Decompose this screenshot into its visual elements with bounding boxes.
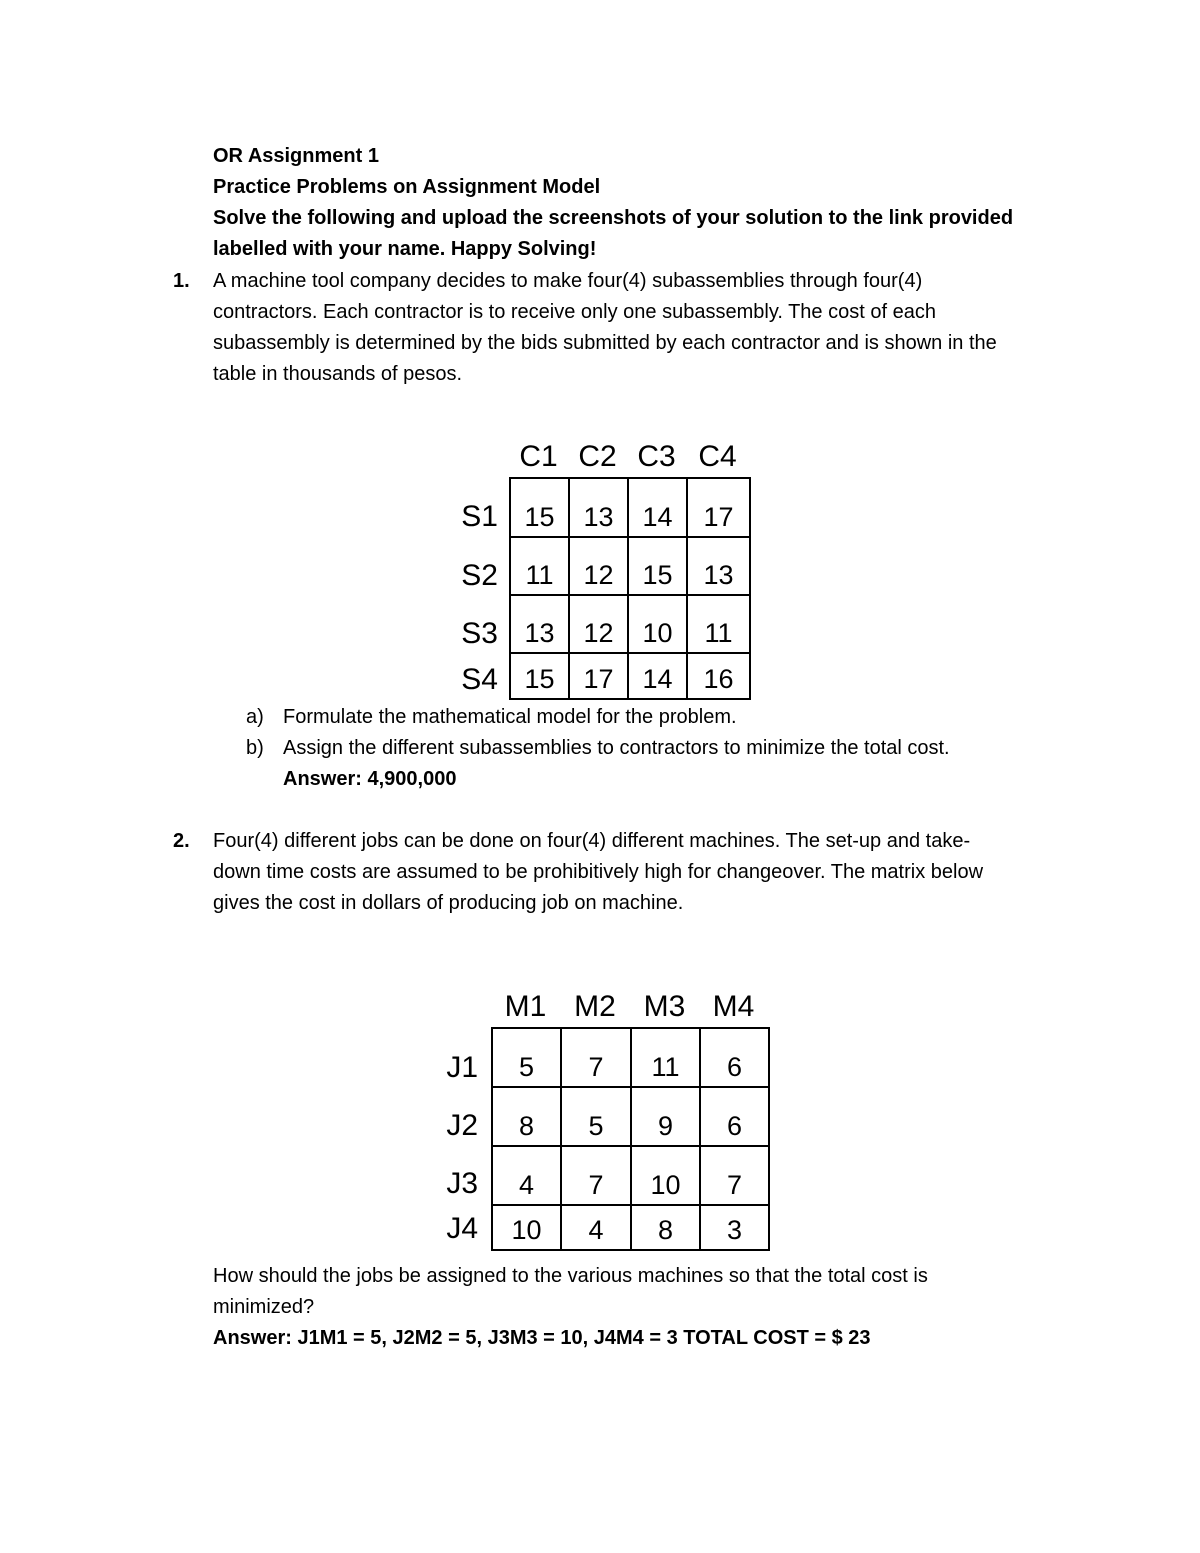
matrix-cell: 10 xyxy=(492,1205,561,1250)
matrix-cell: 13 xyxy=(687,537,750,595)
problem-1-text-line-3: subassembly is determined by the bids submitted by each contractor and is shown in the xyxy=(213,332,997,354)
problem-1-text-line-2: contractors. Each contractor is to receive only one subassembly. The cost of each xyxy=(213,301,936,323)
matrix-1-row-label: S2 xyxy=(461,559,498,592)
matrix-1-col-header: C3 xyxy=(637,440,676,473)
problem-2-question-line-2: minimized? xyxy=(213,1296,315,1318)
matrix-2-row-label: J4 xyxy=(446,1212,478,1245)
matrix-2-col-header: M3 xyxy=(643,990,686,1023)
matrix-2-col-header: M4 xyxy=(712,990,755,1023)
matrix-cell: 4 xyxy=(561,1205,631,1250)
matrix-row xyxy=(492,1028,769,1087)
matrix-cell: 16 xyxy=(687,653,750,699)
matrix-cell: 15 xyxy=(510,478,569,537)
part-a-marker: a) xyxy=(246,706,264,728)
matrix-cell: 12 xyxy=(569,537,628,595)
problem-1-text-line-1: A machine tool company decides to make four(4) subassemblies through four(4) xyxy=(213,270,923,292)
matrix-cell: 11 xyxy=(631,1028,700,1087)
matrix-cell: 4 xyxy=(492,1146,561,1205)
matrix-1-row-label: S3 xyxy=(461,617,498,650)
matrix-cell: 15 xyxy=(510,653,569,699)
problem-2-text-line-2: down time costs are assumed to be prohibitively high for changeover. The matrix below xyxy=(213,861,984,883)
matrix-cell: 3 xyxy=(700,1205,769,1250)
matrix-1-row-label: S4 xyxy=(461,663,498,696)
matrix-row xyxy=(510,537,750,595)
matrix-cell: 14 xyxy=(628,653,687,699)
document-subtitle: Practice Problems on Assignment Model xyxy=(213,176,601,198)
matrix-cell: 6 xyxy=(700,1087,769,1146)
matrix-cell: 8 xyxy=(631,1205,700,1250)
matrix-1-col-header: C2 xyxy=(578,440,617,473)
problem-2-answer: Answer: J1M1 = 5, J2M2 = 5, J3M3 = 10, J4M4 = 3 TOTAL COST = $ 23 xyxy=(213,1327,871,1349)
matrix-cell: 13 xyxy=(510,595,569,653)
matrix-cell: 9 xyxy=(631,1087,700,1146)
matrix-cell: 7 xyxy=(700,1146,769,1205)
matrix-cell: 6 xyxy=(700,1028,769,1087)
matrix-cell: 7 xyxy=(561,1146,631,1205)
matrix-2-col-header: M2 xyxy=(574,990,616,1023)
matrix-2-row-label: J2 xyxy=(446,1109,478,1142)
problem-1-text-line-4: table in thousands of pesos. xyxy=(213,363,463,385)
problem-2-number: 2. xyxy=(173,830,190,852)
matrix-cell: 17 xyxy=(569,653,628,699)
matrix-row xyxy=(492,1146,769,1205)
problem-2-question-line-1: How should the jobs be assigned to the various machines so that the total cost is xyxy=(213,1265,928,1287)
matrix-cell: 5 xyxy=(492,1028,561,1087)
matrix-cell: 17 xyxy=(687,478,750,537)
matrix-2-row-label: J1 xyxy=(446,1051,478,1084)
matrix-cell: 12 xyxy=(569,595,628,653)
problem-2-text-line-1: Four(4) different jobs can be done on four(4) different machines. The set-up and take- xyxy=(213,830,971,852)
problem-1-number: 1. xyxy=(173,270,190,292)
instructions-line-2: labelled with your name. Happy Solving! xyxy=(213,238,597,260)
job-machine-cost-matrix xyxy=(491,1027,770,1251)
matrix-cell: 10 xyxy=(631,1146,700,1205)
matrix-cell: 11 xyxy=(687,595,750,653)
matrix-1-col-header: C4 xyxy=(698,440,737,473)
matrix-row xyxy=(510,595,750,653)
instructions-line-1: Solve the following and upload the screenshots of your solution to the link provided xyxy=(213,207,1014,229)
matrix-cell: 8 xyxy=(492,1087,561,1146)
matrix-row xyxy=(492,1205,769,1250)
matrix-cell: 5 xyxy=(561,1087,631,1146)
matrix-1-row-label: S1 xyxy=(461,500,498,533)
matrix-row xyxy=(510,653,750,699)
part-a-text: Formulate the mathematical model for the problem. xyxy=(283,706,737,728)
problem-2-text-line-3: gives the cost in dollars of producing job on machine. xyxy=(213,892,684,914)
matrix-2-col-header: M1 xyxy=(504,990,547,1023)
part-b-marker: b) xyxy=(246,737,264,759)
matrix-row xyxy=(492,1087,769,1146)
matrix-1-col-header: C1 xyxy=(519,440,558,473)
matrix-cell: 13 xyxy=(569,478,628,537)
part-b-text: Assign the different subassemblies to contractors to minimize the total cost. xyxy=(283,737,950,759)
matrix-cell: 11 xyxy=(510,537,569,595)
matrix-cell: 7 xyxy=(561,1028,631,1087)
problem-1-answer: Answer: 4,900,000 xyxy=(283,768,457,790)
matrix-cell: 14 xyxy=(628,478,687,537)
matrix-2-row-label: J3 xyxy=(446,1167,478,1200)
document-title: OR Assignment 1 xyxy=(213,145,379,167)
matrix-row xyxy=(510,478,750,537)
contractor-cost-matrix xyxy=(509,477,751,700)
matrix-cell: 10 xyxy=(628,595,687,653)
matrix-cell: 15 xyxy=(628,537,687,595)
